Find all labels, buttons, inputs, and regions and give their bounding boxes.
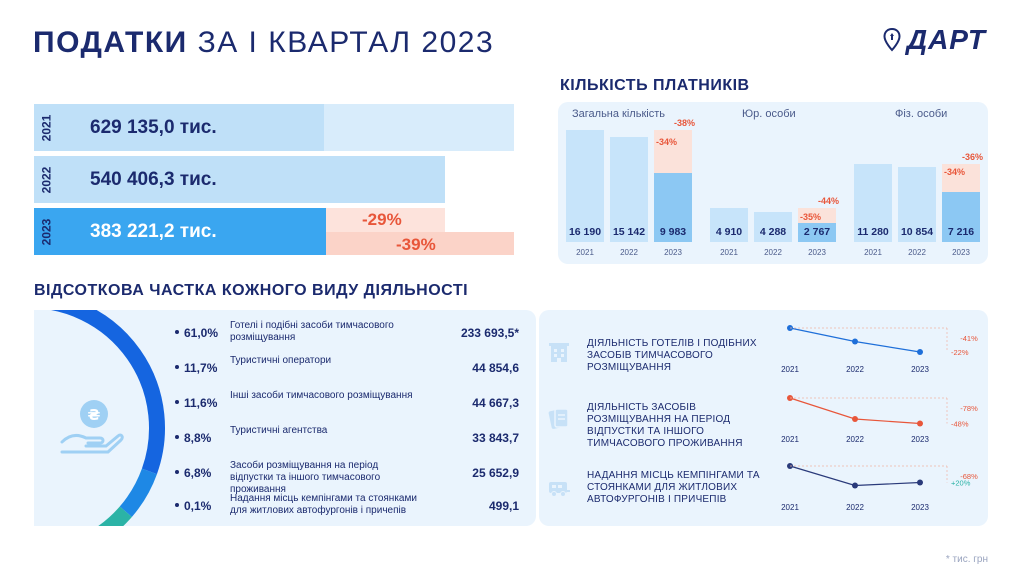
trend-year-label: 2023: [911, 435, 929, 444]
trend-year-label: 2022: [846, 365, 864, 374]
payers-chart: [558, 102, 988, 264]
payer-pct-vs-2021: -38%: [674, 118, 696, 128]
total-value-2022: 540 406,3 тис.: [90, 169, 217, 190]
payer-year-label: 2022: [908, 248, 926, 257]
trend-panel: [539, 310, 988, 526]
total-year-2021: 2021: [39, 114, 54, 141]
payer-pct-vs-2022: -34%: [656, 137, 678, 147]
totals-chart: [34, 104, 514, 260]
share-amount: 233 693,5*: [460, 326, 519, 340]
share-title: ВІДСОТКОВА ЧАСТКА КОЖНОГО ВИДУ ДІЯЛЬНОСТІ: [34, 282, 469, 299]
payer-bar-2-0: [854, 164, 892, 242]
payer-bar-0-1: [610, 137, 648, 242]
group-label-total: Загальна кількість: [572, 108, 665, 120]
share-pct: 0,1%: [184, 499, 212, 513]
share-connector-dot: [175, 503, 179, 507]
total-year-2022: 2022: [39, 166, 54, 193]
donut-slice-1: [126, 471, 150, 511]
payer-bar-1-2: [798, 223, 836, 242]
share-connector-dot: [175, 400, 179, 404]
payer-bar-0-0: [566, 130, 604, 242]
share-pct: 8,8%: [184, 431, 212, 445]
payer-bar-1-0: [710, 208, 748, 242]
payer-bar-1-1: [754, 212, 792, 242]
trend-year-label: 2022: [846, 503, 864, 512]
title-light: ЗА І КВАРТАЛ 2023: [197, 26, 495, 59]
share-pct: 11,6%: [184, 396, 218, 410]
payer-bar-label: 9 983: [659, 226, 687, 238]
trend-year-label: 2023: [911, 503, 929, 512]
share-amount: 25 652,9: [472, 466, 519, 480]
trend-point: [852, 483, 858, 489]
share-amount: 499,1: [488, 499, 519, 513]
share-pct: 61,0%: [184, 326, 219, 340]
payer-pct-vs-2022: -34%: [944, 167, 966, 177]
payer-year-label: 2021: [864, 248, 882, 257]
share-row: [184, 493, 529, 525]
payer-bar-label: 16 190: [568, 226, 602, 238]
trend-year-label: 2021: [781, 365, 799, 374]
trend-pct-vs-2022: -22%: [951, 348, 969, 357]
payer-bar-label: 10 854: [900, 226, 934, 238]
payer-bar-label: 4 288: [759, 226, 787, 238]
share-name: Засоби розміщування на період відпустки та іншого тимчасового проживання: [230, 460, 381, 495]
group-label-legal: Юр. особи: [742, 108, 796, 120]
brand-name: ДАРТ: [906, 24, 986, 55]
trend-point: [852, 416, 858, 422]
title-bold: ПОДАТКИ: [33, 26, 188, 59]
payer-bar-label: 15 142: [612, 226, 646, 238]
brand-logo: [883, 24, 986, 56]
trend-year-label: 2021: [781, 503, 799, 512]
share-name: Туристичні агентства: [230, 425, 328, 436]
share-row: [184, 320, 529, 352]
share-amount: 44 854,6: [472, 361, 519, 375]
footnote: * тис. грн: [945, 554, 988, 565]
trend-year-label: 2022: [846, 435, 864, 444]
payer-pct-vs-2021: -36%: [962, 152, 984, 162]
trend-point: [917, 480, 923, 486]
change-vs-2022: -29%: [362, 210, 402, 229]
payer-year-label: 2023: [664, 248, 682, 257]
svg-text:₴: ₴: [87, 406, 101, 424]
trend-year-label: 2023: [911, 365, 929, 374]
trend-pct-vs-2022: -48%: [951, 419, 969, 429]
share-name: Готелі і подібні засоби тимчасового розміщування: [230, 320, 394, 343]
change-vs-2021: -39%: [396, 235, 436, 254]
trend-name-camping: НАДАННЯ МІСЦЬ КЕМПІНГАМИ ТА СТОЯНКАМИ ДЛЯ ЖИТЛОВИХ АВТОФУРГОНІВ І ПРИЧЕПІВ: [587, 470, 760, 505]
payer-bar-label: 4 910: [715, 226, 743, 238]
payer-bar-label: 11 280: [857, 226, 889, 238]
share-row: [184, 390, 529, 422]
share-connector-dot: [175, 435, 179, 439]
share-row: [184, 355, 529, 387]
share-pct: 6,8%: [184, 466, 212, 480]
payer-bar-2-1: [898, 167, 936, 242]
payer-year-label: 2023: [952, 248, 970, 257]
payer-year-label: 2021: [720, 248, 738, 257]
location-pin-icon: [883, 28, 901, 52]
share-panel: [34, 310, 536, 526]
total-row-2022: [34, 156, 514, 203]
donut-slice-2: [90, 512, 126, 526]
share-connector-dot: [175, 330, 179, 334]
trend-point: [852, 339, 858, 345]
total-row-2021: [34, 104, 514, 151]
payer-year-label: 2021: [576, 248, 594, 257]
total-year-2023: 2023: [39, 218, 54, 245]
trend-point: [917, 349, 923, 355]
share-name: Надання місць кемпінгами та стоянками для житлових автофургонів і причепів: [230, 493, 417, 516]
group-label-individual: Фіз. особи: [895, 108, 948, 120]
share-name: Туристичні оператори: [230, 355, 332, 366]
share-amount: 44 667,3: [472, 396, 519, 410]
trend-point: [917, 421, 923, 427]
payer-pct-vs-2022: -35%: [800, 212, 822, 222]
page-title: [33, 26, 494, 60]
share-row: [184, 425, 529, 457]
payer-bar-label: 2 767: [803, 226, 831, 238]
share-pct: 11,7%: [184, 361, 218, 375]
payer-bar-label: 7 216: [947, 226, 975, 238]
payer-year-label: 2022: [620, 248, 638, 257]
payer-bar-0-2: [654, 173, 692, 242]
share-connector-dot: [175, 365, 179, 369]
trend-pct-vs-2021: -68%: [960, 472, 978, 481]
payer-year-label: 2023: [808, 248, 826, 257]
share-connector-dot: [175, 470, 179, 474]
trend-pct-vs-2021: -78%: [960, 404, 978, 413]
trend-name-hotels: ДІЯЛЬНІСТЬ ГОТЕЛІВ І ПОДІБНИХ ЗАСОБІВ ТИМЧАСОВОГО РОЗМІЩУВАННЯ: [587, 338, 757, 373]
trend-year-label: 2021: [781, 435, 799, 444]
payer-pct-vs-2021: -44%: [818, 196, 840, 206]
total-value-2023: 383 221,2 тис.: [90, 221, 217, 242]
payer-year-label: 2022: [764, 248, 782, 257]
trend-pct-vs-2022: +20%: [951, 478, 971, 488]
payer-bar-2-2: [942, 192, 980, 242]
hand-coin-icon: [54, 390, 124, 460]
share-name: Інші засоби тимчасового розміщування: [230, 390, 413, 401]
trend-name-vacation: ДІЯЛЬНІСТЬ ЗАСОБІВ РОЗМІЩУВАННЯ НА ПЕРІОД ВІДПУСТКИ ТА ІНШОГО ТИМЧАСОВОГО ПРОЖИВАННЯ: [587, 402, 743, 449]
trend-pct-vs-2021: -41%: [960, 334, 978, 343]
share-amount: 33 843,7: [472, 431, 519, 445]
total-value-2021: 629 135,0 тис.: [90, 117, 217, 138]
trend-lines: [539, 310, 988, 526]
payers-title: КІЛЬКІСТЬ ПЛАТНИКІВ: [560, 77, 750, 94]
share-row: [184, 460, 529, 495]
